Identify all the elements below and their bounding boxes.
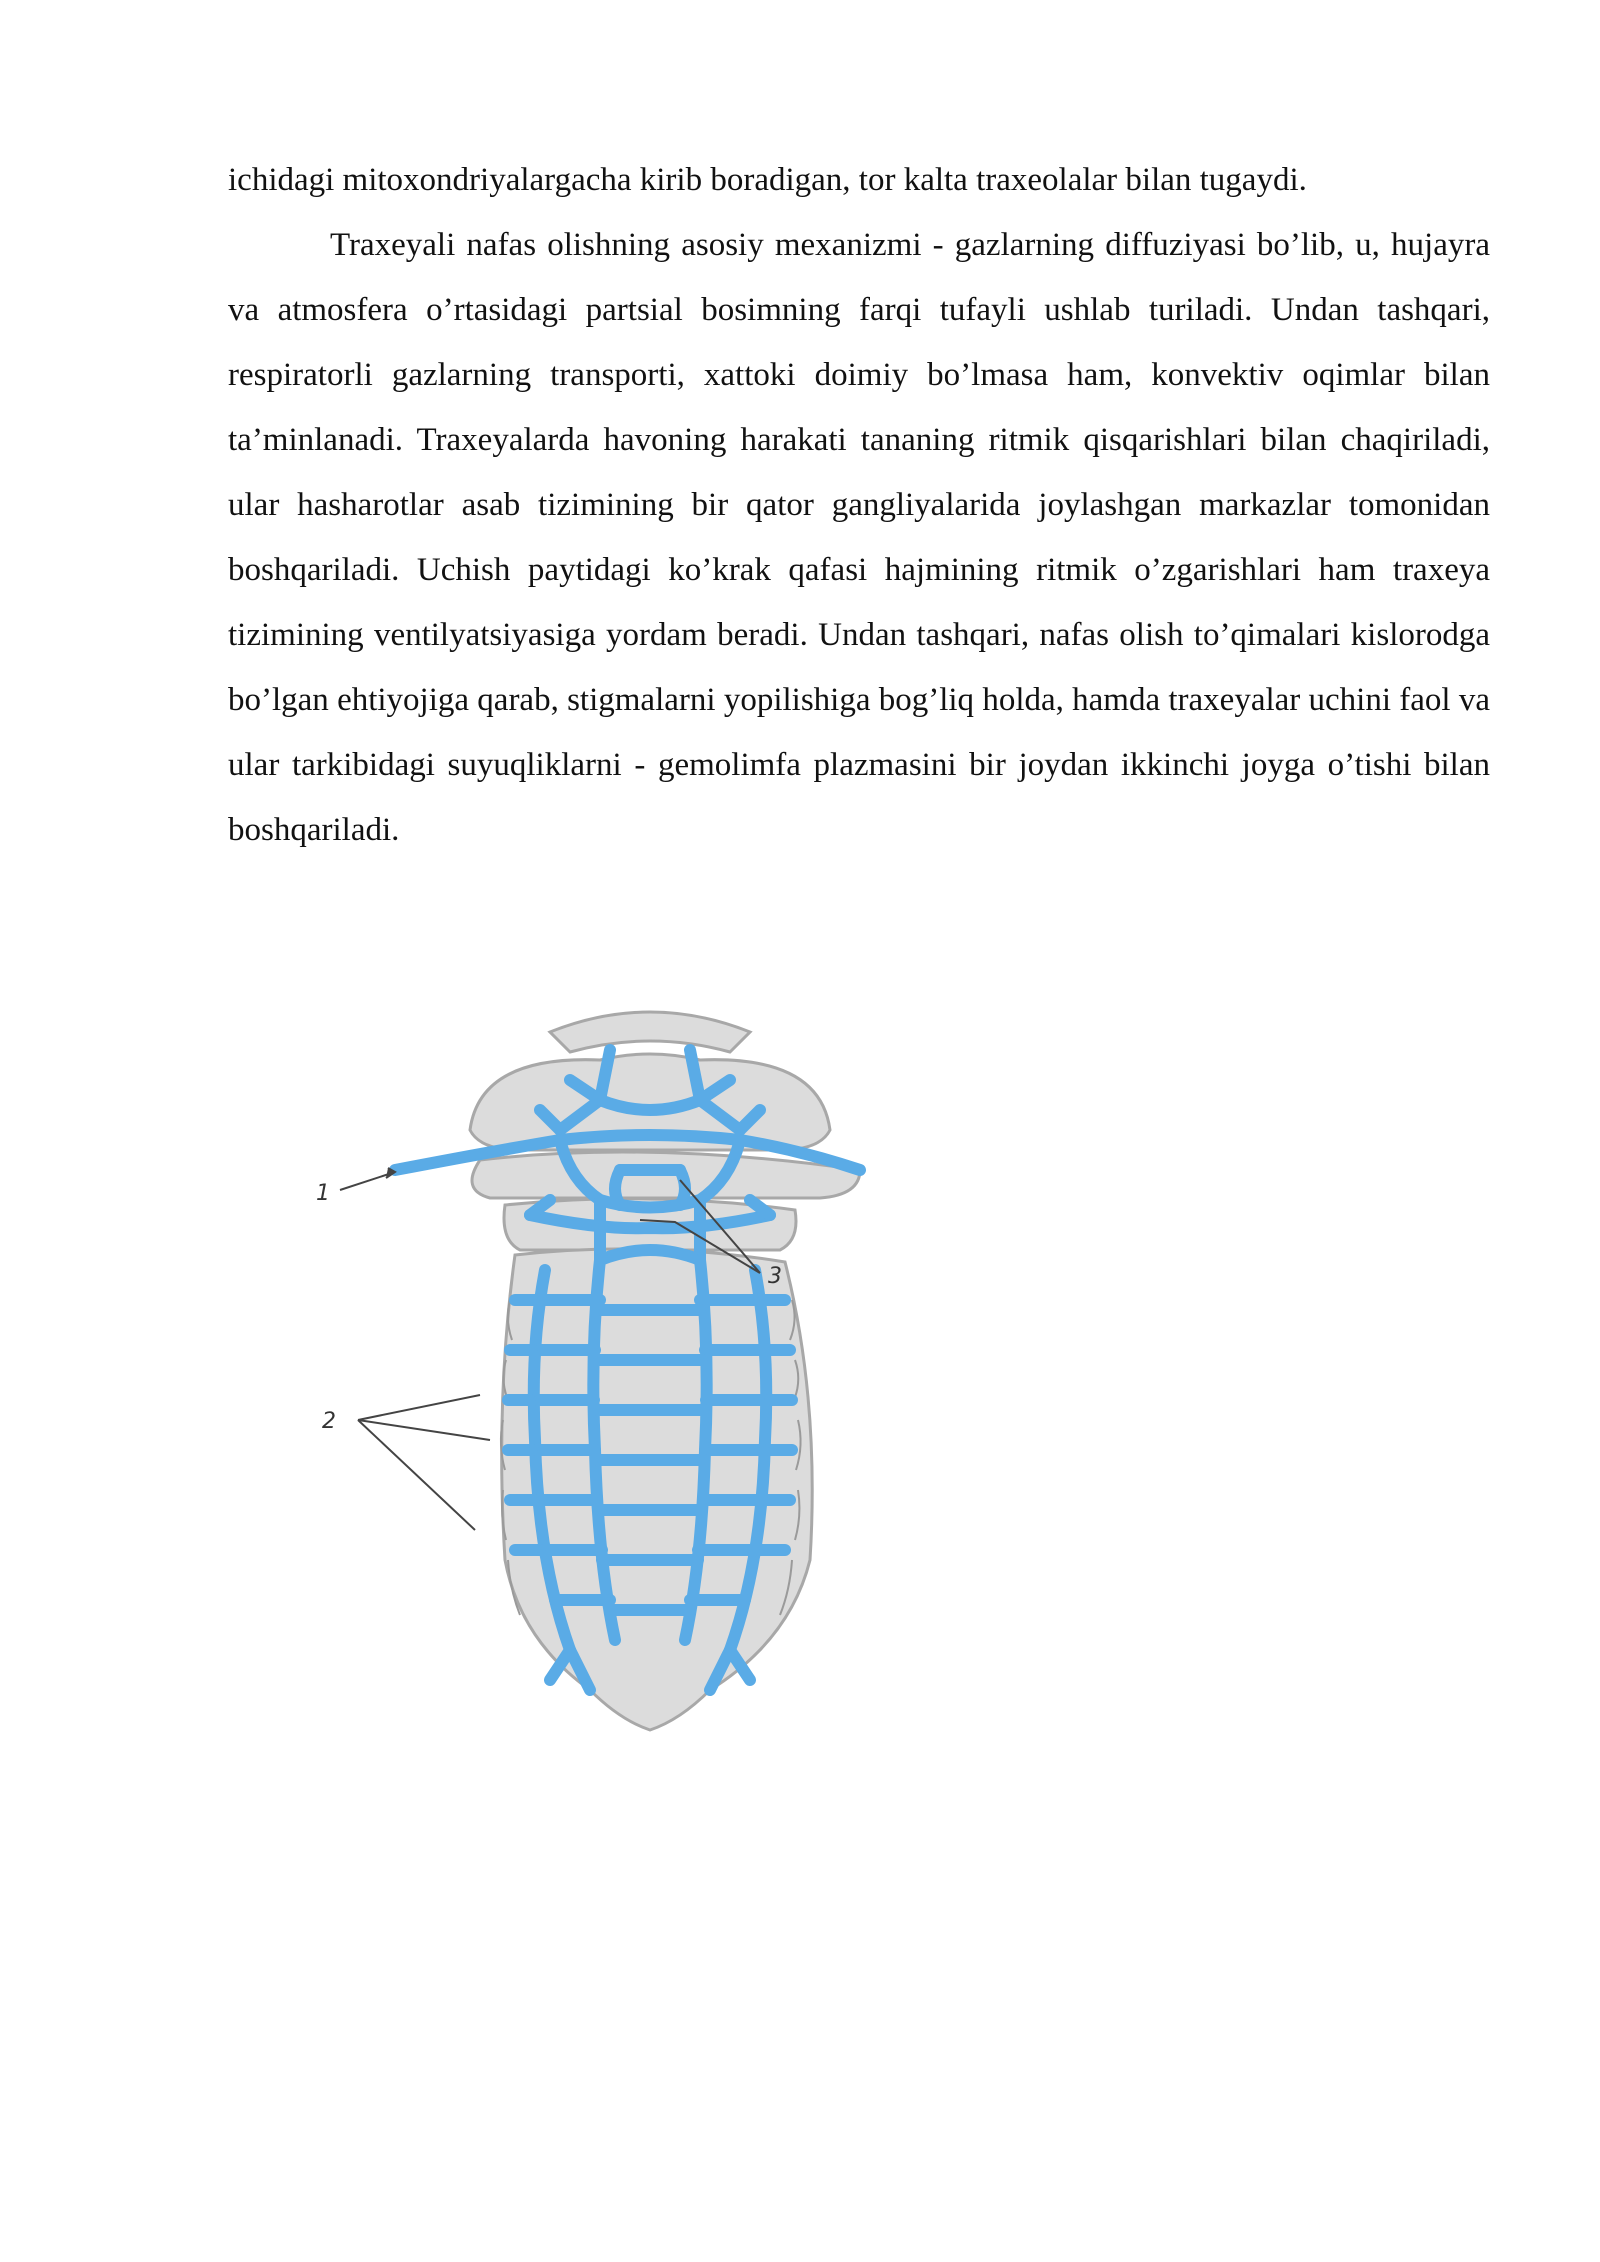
figure-label-1: 1 [316, 1181, 330, 1206]
insect-illustration [300, 1000, 1000, 1860]
paragraph-main: Traxeyali nafas olishning asosiy mexanizmi - gazlarning diffuziyasi bo’lib, u, hujayra va atmosfera o’rtasidagi partsial bosimning farqi tufayli ushlab turiladi. Undan tashqari, respiratorli gazlarning transporti, xattoki doimiy bo’lmasa ham, konvektiv oqimlar bilan ta’minlanadi. Traxeyalarda havoning harakati tananing ritmik qisqarishlari bilan chaqiriladi, ular hasharotlar asab tizimining bir qator gangliyalarida joylashgan markazlar tomonidan boshqariladi. Uchish paytidagi ko’krak qafasi hajmining ritmik o’zgarishlari ham traxeya tizimining ventilyatsiyasiga yordam beradi. Undan tashqari, nafas olish to’qimalari kislorodga bo’lgan ehtiyojiga qarab, stigmalarni yopilishiga bog’liq holda, hamda traxeyalar uchini faol va ular tarkibidagi suyuqliklarni - gemolimfa plazmasini bir joydan ikkinchi joyga o’tishi bilan boshqariladi. [228, 227, 1490, 848]
figure-label-3: 3 [768, 1264, 782, 1289]
body-text [228, 148, 1490, 863]
tracheal-system-figure [300, 1000, 1000, 1860]
figure-label-2: 2 [322, 1409, 336, 1434]
paragraph-continuation: ichidagi mitoxondriyalargacha kirib boradigan, tor kalta traxeolalar bilan tugaydi. [228, 162, 1307, 198]
